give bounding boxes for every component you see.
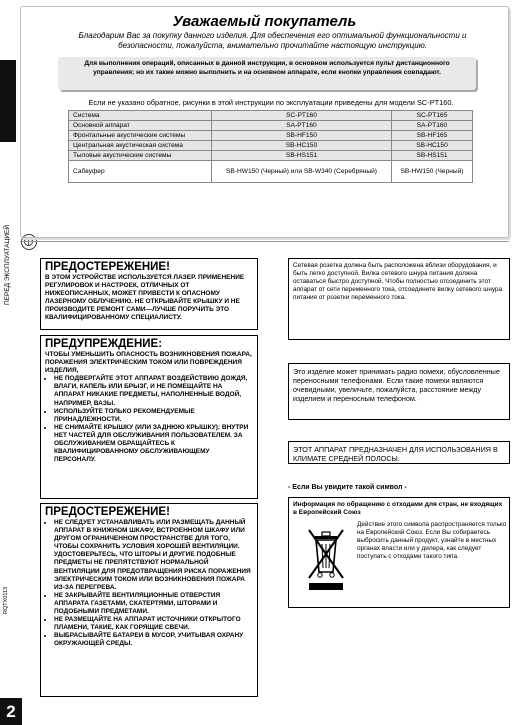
remote-note: Для выполнения операций, описанных в данной инструкции, в основном используется пульт дистанционного управления; но их также можно выполнить и на основном аппарате, если кнопки управления совпадают. <box>58 57 476 90</box>
table-row <box>69 131 473 141</box>
interference-notice: Это изделие может принимать радио помехи, обусловленные переносными телефонами. Если такие помехи являются очевидными, увеличьте, пожалуйста, расстояние между изделием и переносным телефоном. <box>288 363 510 420</box>
table-cell: SC-PT160 <box>212 111 392 121</box>
table-cell: SB-HS151 <box>212 151 392 161</box>
table-cell: SB-HW150 (Черный) <box>392 161 473 183</box>
table-cell: SA-PT160 <box>392 121 473 131</box>
table-row <box>69 151 473 161</box>
page-number: 2 <box>0 698 22 725</box>
caution-title: ПРЕДОСТЕРЕЖЕНИЕ! <box>45 506 170 518</box>
list-item: • НЕ ЗАКРЫВАЙТЕ ВЕНТИЛЯЦИОННЫЕ ОТВЕРСТИЯ АППАРАТА ГАЗЕТАМИ, СКАТЕРТЯМИ, ШТОРАМИ И ПОДОБНЫМИ ПРЕДМЕТАМИ. <box>54 592 253 616</box>
section-divider <box>20 241 509 242</box>
section-label: ПЕРЕД ЭКСПЛУАТАЦИЕЙ <box>4 225 11 306</box>
list-item: • НЕ СЛЕДУЕТ УСТАНАВЛИВАТЬ ИЛИ РАЗМЕЩАТЬ ДАННЫЙ АППАРАТ В КНИЖНОМ ШКАФУ, ВСТРОЕННОМ ШКАФУ ИЛИ ДРУГОМ ОГРАНИЧЕННОМ ПРОСТРАНСТВЕ ДЛЯ ТОГО, ЧТОБЫ СОХРАНИТЬ УСЛОВИЯ ХОРОШЕЙ ВЕНТИЛЯЦИИ. УДОСТОВЕРЬТЕСЬ, ЧТО ШТОРЫ И ДРУГИЕ ПОДОБНЫЕ ПРЕДМЕТЫ НЕ ПРЕПЯТСТВУЮТ НОРМАЛЬНОЙ ВЕНТИЛЯЦИИ ДЛЯ ПРЕДОТВРАЩЕНИЯ РИСКА ПОРАЖЕНИЯ ЭЛЕКТРИЧЕСКИМ ТОКОМ ИЛИ ВОЗНИКНОВЕНИЯ ПОЖАРА ИЗ-ЗА ПЕРЕГРЕВА. <box>54 519 253 592</box>
outlet-notice: Сетевая розетка должна быть расположена вблизи оборудования, и быть легко доступной. Вилка сетевого шнура питания должна оставаться быстро доступной. Чтобы полностью отсоединить этот аппарат от сети переменного тока, отсоедините вилку сетевого шнура питания от розетки переменного тока. <box>288 258 510 340</box>
list-item: • ИСПОЛЬЗУЙТЕ ТОЛЬКО РЕКОМЕНДУЕМЫЕ ПРИНАДЛЕЖНОСТИ. <box>54 408 253 424</box>
table-cell: SB-HF165 <box>392 131 473 141</box>
table-cell: Центральная акустическая система <box>69 141 212 151</box>
caution-list <box>45 519 253 649</box>
caution-text: В ЭТОМ УСТРОЙСТВЕ ИСПОЛЬЗУЕТСЯ ЛАЗЕР. ПРИМЕНЕНИЕ РЕГУЛИРОВОК И НАСТРОЕК, ОТЛИЧНЫХ ОТ НИЖЕОПИСАННЫХ, МОЖЕТ ПРИВЕСТИ К ОПАСНОМУ ЛАЗЕРНОМУ ОБЛУЧЕНИЮ. НЕ ОТКРЫВАЙТЕ КРЫШКУ И НЕ ПРОИЗВОДИТЕ РЕМОНТ САМИ—ЛУЧШЕ ПОРУЧИТЬ ЭТО КВАЛИФИЦИРОВАННОМУ СПЕЦИАЛИСТУ. <box>45 274 245 322</box>
table-cell: SA-PT160 <box>212 121 392 131</box>
symbol-lead: - Если Вы увидите такой символ - <box>288 484 407 491</box>
table-cell: SB-HC150 <box>392 141 473 151</box>
table-cell: Система <box>69 111 212 121</box>
table-cell: SB-HF150 <box>212 131 392 141</box>
weee-text: Действие этого символа распространяется только на Европейский Союз. Если Вы собираетесь выбросить данный продукт, узнайте в местных органах власти или у дилера, как следует поступать с отходами такого типа. <box>357 521 507 560</box>
list-item: • ВЫБРАСЫВАЙТЕ БАТАРЕИ В МУСОР, УЧИТЫВАЯ ОХРАНУ ОКРУЖАЮЩЕЙ СРЕДЫ. <box>54 632 253 648</box>
caution-title: ПРЕДОСТЕРЕЖЕНИЕ! <box>45 261 170 273</box>
list-item: • НЕ ПОДВЕРГАЙТЕ ЭТОТ АППАРАТ ВОЗДЕЙСТВИЮ ДОЖДЯ, ВЛАГИ, КАПЕЛЬ ИЛИ БРЫЗГ, И НЕ ПОМЕЩАЙТЕ НА АППАРАТ НИКАКИЕ ПРЕДМЕТЫ, НАПОЛНЕННЫЕ ВОДОЙ, НАПРИМЕР, ВАЗЫ. <box>54 375 253 407</box>
crossed-out-bin-icon <box>301 522 351 592</box>
warning-list <box>45 375 253 464</box>
table-row <box>69 141 473 151</box>
intro-text: Благодарим Вас за покупку данного изделия. Для обеспечения его оптимальной функциональности и безопасности, пожалуйста, внимательно прочитайте настоящую инструкцию. <box>78 31 467 50</box>
climate-notice: ЭТОТ АППАРАТ ПРЕДНАЗНАЧЕН ДЛЯ ИСПОЛЬЗОВАНИЯ В КЛИМАТЕ СРЕДНЕЙ ПОЛОСЫ. <box>288 441 510 464</box>
table-row <box>69 161 473 183</box>
table-row <box>69 121 473 131</box>
ventilation-caution-box <box>40 503 258 697</box>
models-table <box>68 110 473 183</box>
table-cell: Основной аппарат <box>69 121 212 131</box>
weee-box <box>288 497 510 608</box>
warning-title: ПРЕДУПРЕЖДЕНИЕ: <box>45 338 163 350</box>
warning-box <box>40 335 258 499</box>
list-item: • НЕ СНИМАЙТЕ КРЫШКУ (ИЛИ ЗАДНЮЮ КРЫШКУ); ВНУТРИ НЕТ ЧАСТЕЙ ДЛЯ ОБСЛУЖИВАНИЯ ПОЛЬЗОВАТЕЛЕМ. ЗА ОБСЛУЖИВАНИЕМ ОБРАЩАЙТЕСЬ К КВАЛИФИЦИРОВАННОМУ ОБСЛУЖИВАЮЩЕМУ ПЕРСОНАЛУ. <box>54 424 253 464</box>
models-note: Если не указано обратное, рисунки в этой инструкции по эксплуатации приведены для модели SC-PT160. <box>88 98 454 107</box>
table-cell: Сабвуфер <box>69 161 212 183</box>
language-label: РУССКИЙ ЯЗЫК <box>3 145 13 213</box>
document-code: RQTX0113 <box>3 586 9 614</box>
laser-caution-box <box>40 258 258 330</box>
table-row <box>69 111 473 121</box>
weee-title: Информация по обращению с отходами для стран, не входящих в Европейский Союз <box>293 501 503 516</box>
page-title: Уважаемый покупатель <box>172 13 357 30</box>
language-tab <box>0 60 16 142</box>
table-cell: Фронтальные акустические системы <box>69 131 212 141</box>
list-item: • НЕ РАЗМЕЩАЙТЕ НА АППАРАТ ИСТОЧНИКИ ОТКРЫТОГО ПЛАМЕНИ, ТАКИЕ, КАК ГОРЯЩИЕ СВЕЧИ. <box>54 616 253 632</box>
table-cell: Тыловые акустические системы <box>69 151 212 161</box>
table-cell: SC-PT165 <box>392 111 473 121</box>
table-cell: SB-HC150 <box>212 141 392 151</box>
table-cell: SB-HW150 (Черный) или SB-W340 (Серебряный) <box>212 161 392 183</box>
warning-lead: ЧТОБЫ УМЕНЬШИТЬ ОПАСНОСТЬ ВОЗНИКНОВЕНИЯ ПОЖАРА, ПОРАЖЕНИЯ ЭЛЕКТРИЧЕСКИМ ТОКОМ ИЛИ ПОВРЕЖДЕНИЯ ИЗДЕЛИЯ, <box>45 351 252 375</box>
table-cell: SB-HS151 <box>392 151 473 161</box>
